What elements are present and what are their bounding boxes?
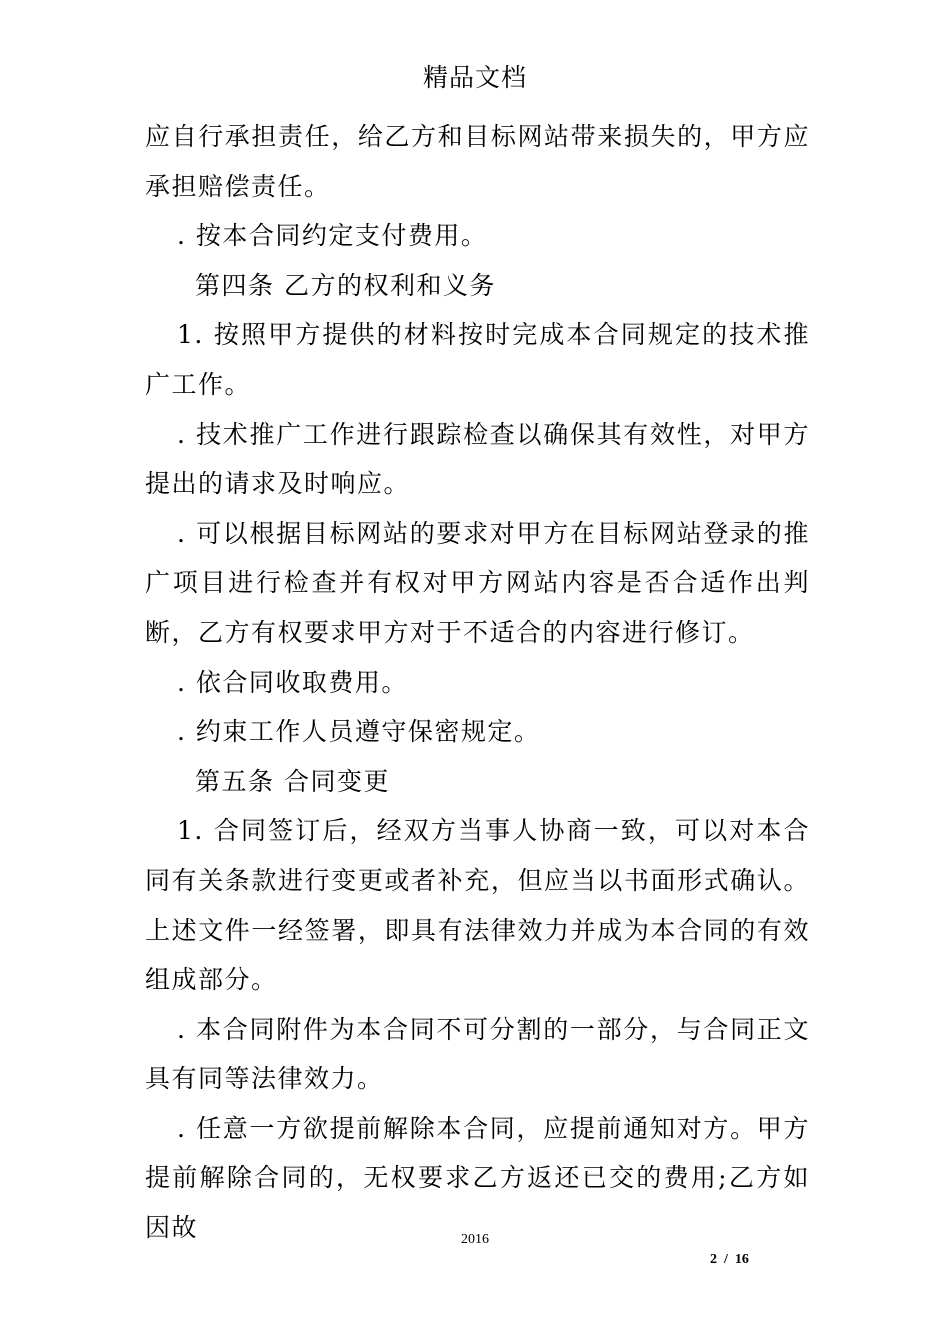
- page-separator-glyph: /: [724, 1252, 728, 1267]
- paragraph-attachments: . 本合同附件为本合同不可分割的一部分，与合同正文具有同等法律效力。: [145, 1014, 810, 1094]
- page-separator: [721, 1252, 732, 1267]
- article-5-heading: 第五条 合同变更: [195, 766, 390, 796]
- paragraph-pay-fees: . 按本合同约定支付费用。: [177, 221, 488, 251]
- document-header-title: 精品文档: [422, 63, 527, 92]
- paragraph-collect-fees: . 依合同收取费用。: [177, 667, 408, 697]
- article-4-heading: 第四条 乙方的权利和义务: [195, 270, 496, 300]
- paragraph-confidentiality: . 约束工作人员遵守保密规定。: [177, 717, 541, 747]
- page-total: 16: [734, 1252, 749, 1267]
- paragraph-tracking-check: . 技术推广工作进行跟踪检查以确保其有效性，对甲方提出的请求及时响应。: [145, 419, 810, 499]
- paragraph-early-termination: . 任意一方欲提前解除本合同，应提前通知对方。甲方提前解除合同的，无权要求乙方返还已交的费用;乙方如因故: [145, 1113, 810, 1243]
- paragraph-liability-continuation: 应自行承担责任，给乙方和目标网站带来损失的，甲方应承担赔偿责任。: [145, 122, 810, 201]
- footer-year: 2016: [461, 1232, 489, 1247]
- paragraph-complete-promotion: 1. 按照甲方提供的材料按时完成本合同规定的技术推广工作。: [145, 320, 810, 399]
- document-body: [145, 112, 810, 1253]
- paragraph-review-content: . 可以根据目标网站的要求对甲方在目标网站登录的推广项目进行检查并有权对甲方网站内容是否合适作出判断，乙方有权要求甲方对于不适合的内容进行修订。: [145, 518, 810, 647]
- page-current: 2: [710, 1252, 717, 1267]
- page-number: [710, 1252, 830, 1268]
- paragraph-contract-amendment: 1. 合同签订后，经双方当事人协商一致，可以对本合同有关条款进行变更或者补充，但应当以书面形式确认。上述文件一经签署，即具有法律效力并成为本合同的有效组成部分。: [145, 816, 810, 995]
